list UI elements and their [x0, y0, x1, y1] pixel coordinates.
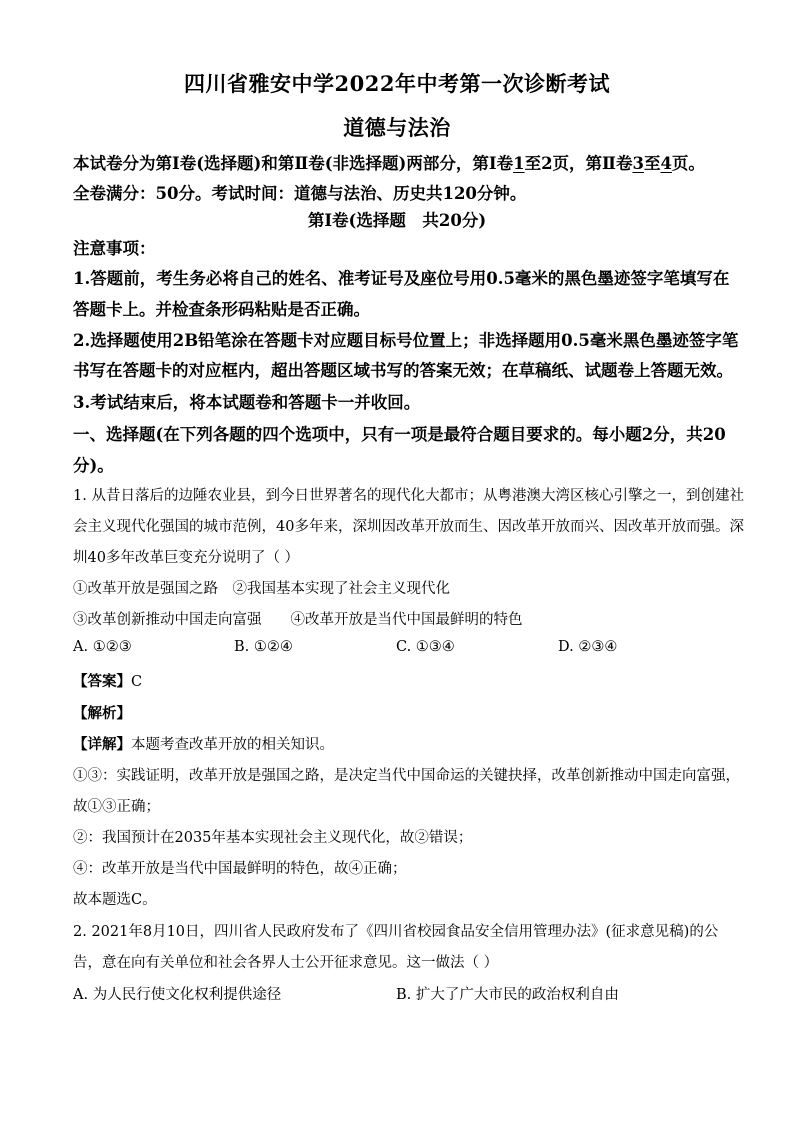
detail-text: 本题考查改革开放的相关知识。 [131, 737, 334, 753]
q1-stem-line-3: 圳40多年改革巨变充分说明了（ ） [73, 550, 300, 566]
part1-instruction-line-2: 分)。 [73, 456, 114, 475]
intro-line [73, 150, 705, 174]
intro-text-d: 页。 [671, 154, 705, 173]
answer-tag: 【答案】 [73, 673, 131, 690]
q2-option-b: B. 扩大了广大市民的政治权利自由 [396, 987, 619, 1003]
q2-stem-line-2: 告，意在向有关单位和社会各界人士公开征求意见。这一做法（ ） [73, 955, 499, 971]
intro-text-a: 本试卷分为第Ⅰ卷(选择题)和第Ⅱ卷(非选择题)两部分，第Ⅰ卷 [73, 154, 514, 173]
q1-explanation-1-line-1: ①③：实践证明，改革开放是强国之路，是决定当代中国命运的关键抉择，改革创新推动中国走向富强， [73, 768, 740, 784]
intro-page-1: 1 [513, 154, 525, 173]
q1-statements-2: ③改革创新推动中国走向富强 ④改革开放是当代中国最鲜明的特色 [73, 612, 523, 628]
note-2-line-2: 书写在答题卡的对应框内，超出答题区域书写的答案无效；在草稿纸、试题卷上答题无效。 [73, 361, 733, 380]
q1-stem-line-1: 1. 从昔日落后的边陲农业县，到今日世界著名的现代化大都市；从粤港澳大湾区核心引擎之一，到创建社 [73, 488, 744, 504]
q1-explanation-3: ④：改革开放是当代中国最鲜明的特色，故④正确； [73, 861, 407, 877]
q1-option-a: A. ①②③ [73, 639, 132, 655]
answer-value: C [131, 674, 143, 690]
q2-option-a: A. 为人民行使文化权利提供途径 [73, 987, 282, 1003]
q1-option-b: B. ①②④ [234, 639, 293, 655]
note-1-line-1: 1.答题前，考生务必将自己的姓名、准考证号及座位号用0.5毫米的黑色墨迹签字笔填写在 [73, 269, 730, 288]
subject-title: 道德与法治 [343, 115, 451, 140]
section-heading: 第Ⅰ卷(选择题 共20分) [307, 211, 487, 230]
q1-explanation-1-line-2: 故①③正确； [73, 799, 160, 815]
intro-page-3: 3 [632, 154, 644, 173]
note-1-line-2: 答题卡上。并检查条形码粘贴是否正确。 [73, 300, 370, 319]
q1-option-c: C. ①③④ [396, 639, 455, 655]
q1-explanation-2: ②：我国预计在2035年基本实现社会主义现代化，故②错误； [73, 830, 473, 846]
q1-answer-line [73, 670, 142, 691]
detail-line [73, 733, 334, 754]
exam-title: 四川省雅安中学2022年中考第一次诊断考试 [184, 71, 610, 96]
note-3: 3.考试结束后，将本试题卷和答题卡一并收回。 [73, 393, 421, 412]
q1-stem-line-2: 会主义现代化强国的城市范例，40多年来，深圳因改革开放而生、因改革开放而兴、因改革开放而强。深 [73, 519, 744, 535]
intro-page-4: 4 [660, 154, 672, 173]
part1-instruction-line-1: 一、选择题(在下列各题的四个选项中，只有一项是最符合题目要求的。每小题2分，共20 [73, 425, 726, 444]
q2-stem-line-1: 2. 2021年8月10日，四川省人民政府发布了《四川省校园食品安全信用管理办法》(征求意见稿)的公 [73, 924, 719, 940]
q1-option-d: D. ②③④ [558, 639, 618, 655]
full-score-line: 全卷满分：50分。考试时间：道德与法治、历史共120分钟。 [73, 184, 527, 203]
detail-tag: 【详解】 [73, 736, 131, 753]
q1-statements-1: ①改革开放是强国之路 ②我国基本实现了社会主义现代化 [73, 581, 450, 597]
intro-text-c: 至 [643, 154, 661, 173]
notes-heading: 注意事项： [73, 239, 156, 258]
q1-conclusion: 故本题选C。 [73, 892, 157, 908]
note-2-line-1: 2.选择题使用2B铅笔涂在答题卡对应题目标号位置上；非选择题用0.5毫米黑色墨迹签字笔 [73, 331, 739, 350]
intro-text-b: 至2页，第Ⅱ卷 [524, 154, 633, 173]
analysis-tag: 【解析】 [73, 705, 131, 722]
